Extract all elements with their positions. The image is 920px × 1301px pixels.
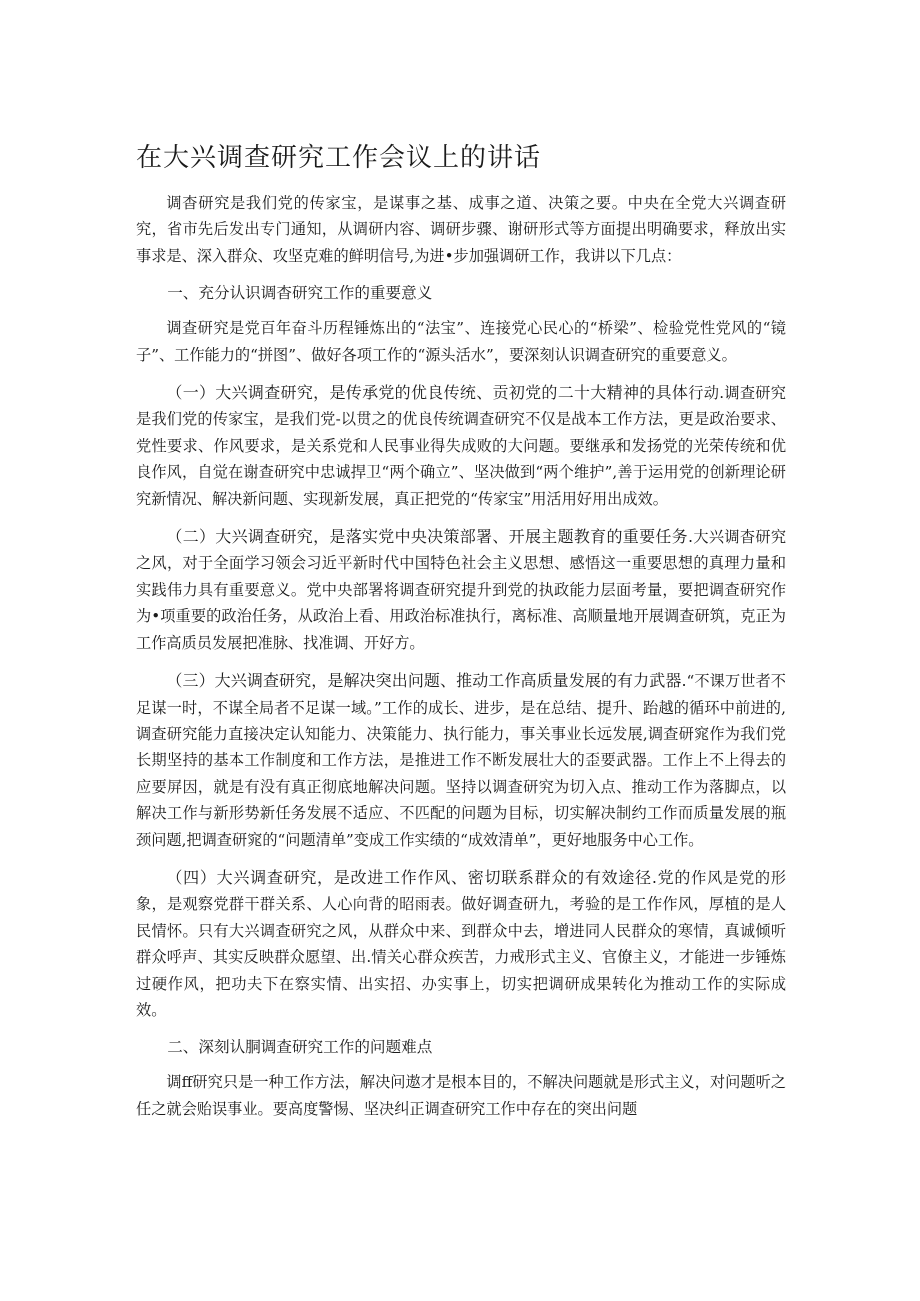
subsection-2-heading: （二）大兴调查研究，是落实党中央决策部署、开展主题教育的重要任务. [166,527,694,547]
document-title: 在大兴调查研究工作会议上的讲话 [136,143,542,173]
intro-paragraph: 调杳研究是我们党的传家宝，是谋事之基、成事之道、决策之要。中央在全党大兴调查研究，省市先后发出专门通知，从调研内容、调研步骤、谢研形式等方面提出明确要求，释放出实事求是、深入群众、攻坚克难的鲜明信号,为进•步加强调研工作，我讲以下几点： [136,194,786,265]
section-1-paragraph: 调查研究是党百年奋斗历程锤炼出的“法宝”、连接党心民心的“桥梁”、检验党性党风的“镜子”、工作能力的“拼图”、做好各项工作的“源头活水”，要深刻认识调查研究的重要意义。 [136,319,786,364]
subsection-3 [136,668,786,853]
subsection-3-heading: （三）大兴调查研究，是解决突出问题、推动工作高质量发展的有力武器. [166,671,687,691]
document-page [136,138,786,1132]
section-2-paragraph: 调ff研究只是一种工作方法，解决问遨才是根本目的，不解决问题就是形式主义，对问题听之任之就会贻误事业。要高度警惕、坚决纠正调查研究工作中存在的突出问题 [136,1073,786,1118]
subsection-3-body: “不课万世者不足谋一时，不谋全局者不足谋一域。”工作的成长、进步，是在总结、提升、跆越的循环中前进的,调查研究能力直接决定认知能力、决策能力、执行能力，事关事业长远发展,调查研窕作为我们党长期坚持的基本工作制度和工作方法，是推进工作不断发展壮大的歪要武器。工作上不上得去的应要屏因，就是有没有真正彻底地解决问题。坚持以调查研究为切入点、推动工作为落脚点，以解决工作与新形势新任务发展不适应、不匹配的问题为目标，切实解决制约工作而质量发展的瓶颈问题,把调查研窕的“问题清单”变成工作实绩的“成效清单”，更好地服务中心工作。 [136,672,786,849]
subsection-4-heading: （四）大兴调查研究，是改进工作作风、密切联系群众的有效途径.党的 [166,867,692,887]
subsection-1 [136,380,786,512]
subsection-1-body: 行动.调查研究是我们党的传家宝，是我们党-以贯之的优良传统调查研究不仅是战本工作方法，更是政治要求、党性要求、作风要求，是关系党和人民事业得失成败的大问题。要继承和发扬党的光荣传统和优良作风，自觉在谢查研究中忠诚捍卫“两个确立”、坚决做到“两个维护”,善于运用党的创新理论研究新情况、解决新问题、实现新发展，真正把党的“传家宝”用活用好用出成效。 [136,384,786,508]
section-2-heading: 二、深刻认胴调查研究工作的问题难点 [167,1038,433,1057]
subsection-1-heading: （一）大兴调查研究，是传承党的优良传统、贡初党的二十大精神的具体 [166,383,689,403]
subsection-4-body: 作风是党的形象，是观察党群干群关系、人心向背的昭雨表。做好调查研九，考验的是工作作风，厚植的是人民情怀。只有大兴调查研究之风，从群众中来、到群众中去，增进同人民群众的寒情，真诚倾听群众呼声、其实反映群众愿望、出.情关心群众疾苦，力戒形式主义、官僚主义，才能进一步锤炼过硬作风，把功夫下在察实情、出实招、办实事上，切实把调研成果转化为推动工作的实际成效。 [136,868,786,1019]
subsection-2-body: 大兴调杳研究之风，对于全面学习领会习近平新时代中国特色社会主义思想、感悟这一重要思想的真理力量和实践伟力具有重要意义。党中央部署将调查研究提升到党的执政能力层面考量，要把调查研究作为•项重要的政治任务，从政治上看、用政治标准执行，离标准、高顺量地开展调查研筑，克正为工作高质员发展把准脉、找准调、开好方。 [136,528,787,652]
subsection-2 [136,524,786,656]
subsection-4 [136,865,786,1023]
section-1-heading: 一、充分认识调杳研究工作的重要意义 [167,284,433,303]
